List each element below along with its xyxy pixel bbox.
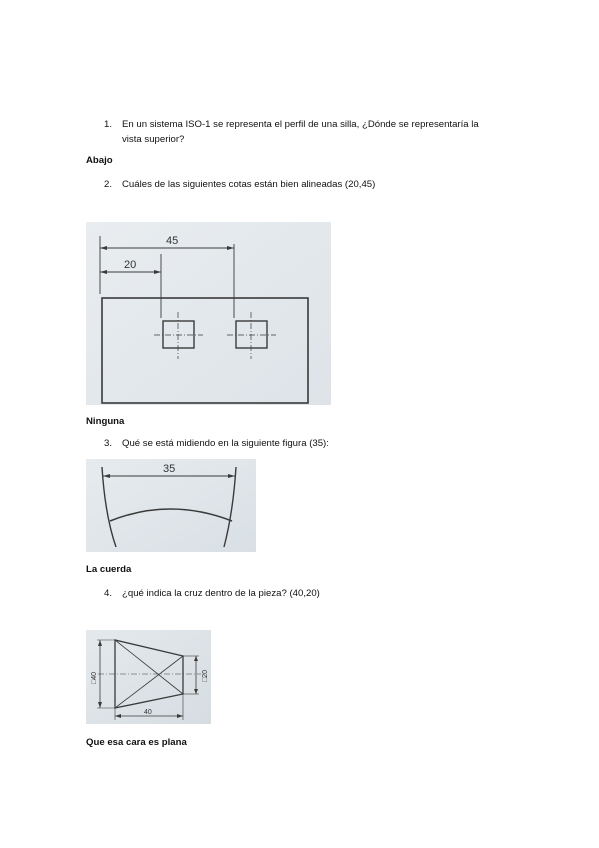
- question-1: [104, 118, 524, 148]
- photo-background: [86, 222, 331, 405]
- question-3: [104, 437, 524, 452]
- question-number: 4.: [104, 588, 113, 599]
- question-text: En un sistema ISO-1 se representa el perfil de una silla, ¿Dónde se representaría la: [122, 119, 479, 130]
- question-4: [104, 587, 524, 602]
- figure-chord-measurement: [86, 459, 256, 552]
- chord-measurement-drawing: [86, 459, 256, 552]
- answer-4: Que esa cara es plana: [86, 737, 187, 748]
- dimension-label-left: □40: [91, 671, 98, 684]
- question-text: ¿qué indica la cruz dentro de la pieza? (40,20): [122, 588, 320, 599]
- answer-1: Abajo: [86, 155, 113, 166]
- question-number: 1.: [104, 119, 113, 130]
- answer-2: Ninguna: [86, 416, 125, 427]
- dimension-label-45: 45: [166, 235, 179, 247]
- answer-3: La cuerda: [86, 564, 132, 575]
- question-number: 2.: [104, 179, 113, 190]
- dimension-label-20: 20: [124, 259, 137, 271]
- question-text: Cuáles de las siguientes cotas están bien alineadas (20,45): [122, 179, 376, 190]
- flat-face-cross-drawing: [86, 630, 211, 724]
- figure-dimension-alignment: [86, 222, 331, 405]
- question-number: 3.: [104, 438, 113, 449]
- dimension-alignment-drawing: [86, 222, 331, 405]
- question-text: Qué se está midiendo en la siguiente figura (35):: [122, 438, 329, 449]
- dimension-label-35: 35: [163, 463, 176, 475]
- figure-flat-face-cross: [86, 630, 211, 724]
- question-text-continued: vista superior?: [122, 134, 185, 145]
- dimension-label-right: □20: [202, 669, 209, 682]
- question-2: [104, 178, 524, 193]
- dimension-label-bottom: 40: [144, 709, 152, 716]
